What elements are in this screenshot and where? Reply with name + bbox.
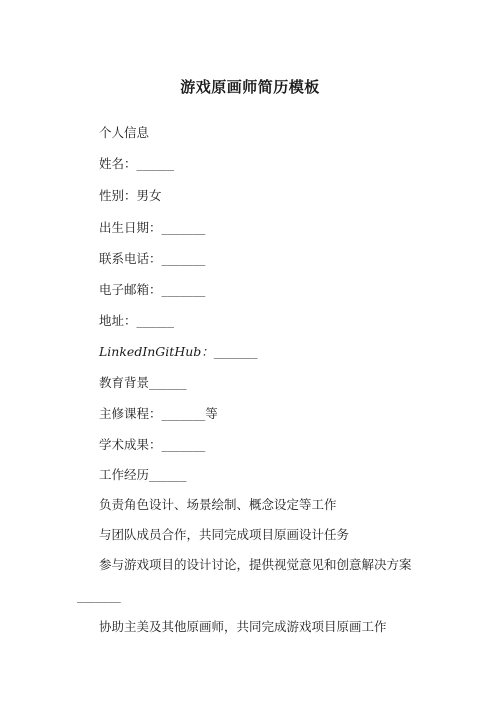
field-linkedin-github: LinkedInGitHub：_______: [99, 344, 258, 359]
field-birth-date: 出生日期：_______: [99, 220, 206, 235]
section-heading-work-experience: 工作经历______: [99, 467, 187, 482]
field-address: 地址：______: [99, 313, 175, 328]
field-courses: 主修课程：_______等: [99, 406, 218, 421]
work-duty-1: 负责角色设计、场景绘制、概念设定等工作: [99, 497, 337, 512]
document-title: 游戏原画师简历模板: [180, 78, 320, 96]
field-academic-achievements: 学术成果：_______: [99, 437, 206, 452]
blank-line: _______: [77, 588, 121, 603]
section-heading-personal-info: 个人信息: [99, 125, 150, 140]
section-heading-education: 教育背景______: [99, 375, 187, 390]
work-duty-2: 与团队成员合作，共同完成项目原画设计任务: [99, 527, 350, 542]
field-email: 电子邮箱：_______: [99, 282, 206, 297]
work-duty-3: 参与游戏项目的设计讨论，提供视觉意见和创意解决方案: [99, 557, 412, 572]
field-name: 姓名：______: [99, 156, 175, 171]
field-phone: 联系电话：_______: [99, 251, 206, 266]
field-gender: 性别：男女: [99, 188, 162, 203]
work-duty-4: 协助主美及其他原画师，共同完成游戏项目原画工作: [99, 619, 387, 634]
